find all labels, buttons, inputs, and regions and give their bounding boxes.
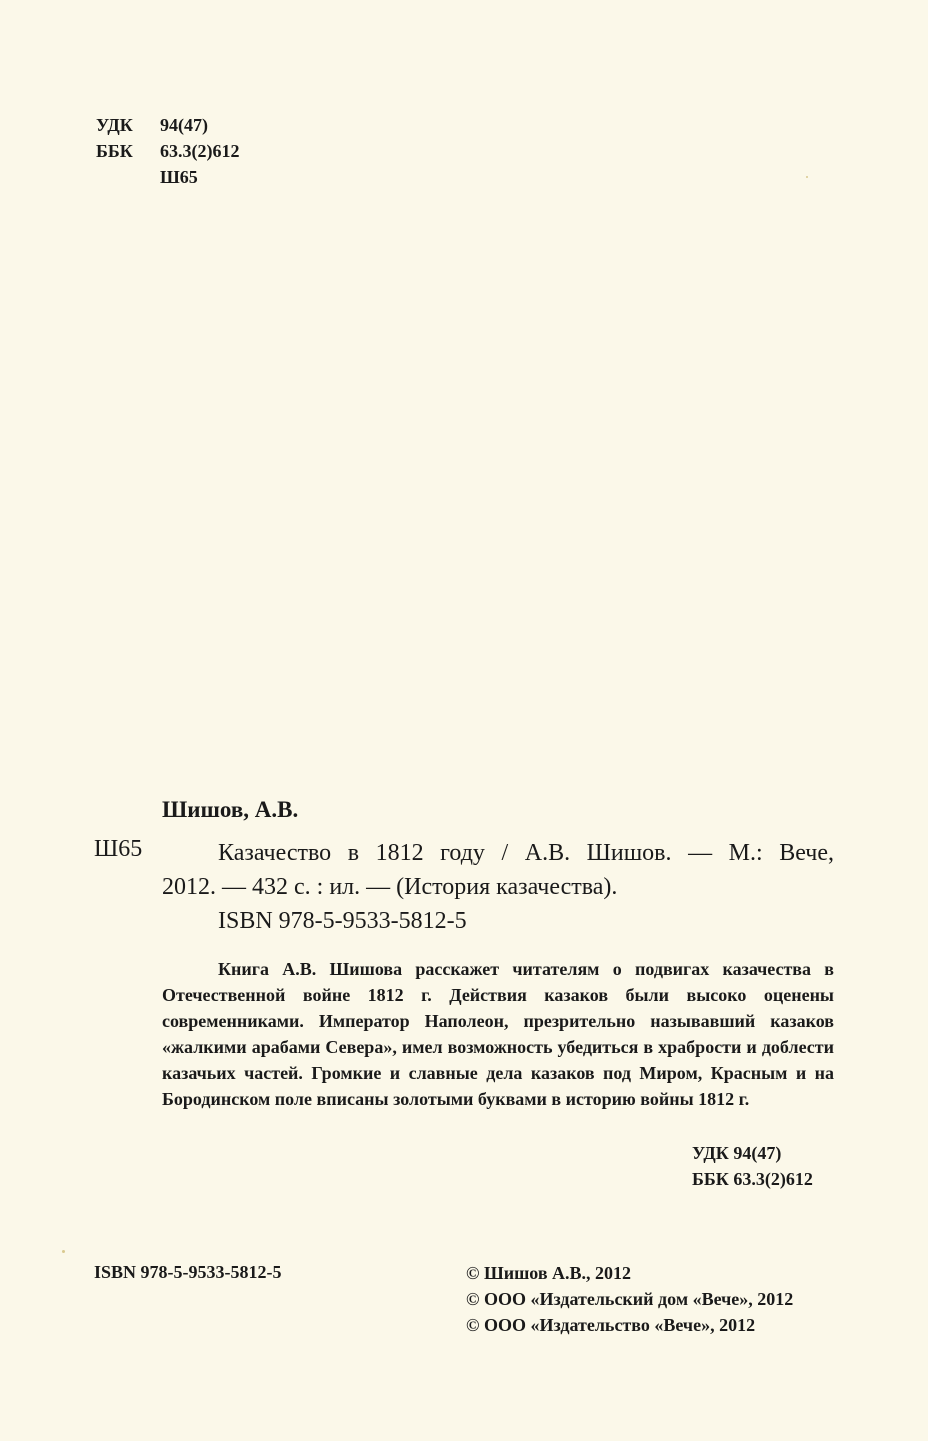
bbk-value: 63.3(2)612 <box>160 141 240 161</box>
paper-speck <box>62 1250 65 1253</box>
udk-label: УДК <box>96 115 133 135</box>
author-mark-top: Ш65 <box>160 167 198 187</box>
author-mark-row <box>96 164 240 190</box>
abstract-text: Книга А.В. Шишова расскажет читателям о подвигах казачества в Отечественной войне 1812 г. Действия казаков были высоко оценены современниками. Император Наполеон, презрительно называвший казаков «жалкими арабами Севера», имел возможность убедиться в храбрости и доблести казачьих частей. Громкие и славные дела казаков под Миром, Красным и на Бородинском поле вписаны золотыми буквами в историю войны 1812 г. <box>162 959 834 1109</box>
paper-speck <box>806 176 808 178</box>
description-line-2: 2012. — 432 с. : ил. — (История казачества). <box>162 874 618 900</box>
classification-block-bottom <box>692 1140 813 1192</box>
bbk-row <box>96 138 240 164</box>
udk-value: 94(47) <box>160 115 208 135</box>
author-heading: Шишов, А.В. <box>162 797 299 822</box>
copyright-publisher: © ООО «Издательство «Вече», 2012 <box>466 1315 756 1335</box>
copyright-block <box>466 1260 793 1338</box>
bbk-label: ББК <box>96 141 133 161</box>
udk-bottom: УДК 94(47) <box>692 1143 782 1163</box>
udk-row <box>96 112 240 138</box>
isbn-footer: ISBN 978-5-9533-5812-5 <box>94 1262 282 1282</box>
classification-block-top <box>96 112 240 190</box>
description-line-1: Казачество в 1812 году / А.В. Шишов. — М.: Вече, <box>218 840 834 866</box>
bibliographic-description <box>162 836 834 904</box>
isbn-main: ISBN 978-5-9533-5812-5 <box>218 908 467 934</box>
author-mark: Ш65 <box>94 836 143 862</box>
copyright-publishing-house: © ООО «Издательский дом «Вече», 2012 <box>466 1289 794 1309</box>
bbk-bottom: ББК 63.3(2)612 <box>692 1169 813 1189</box>
copyright-author: © Шишов А.В., 2012 <box>466 1263 632 1283</box>
